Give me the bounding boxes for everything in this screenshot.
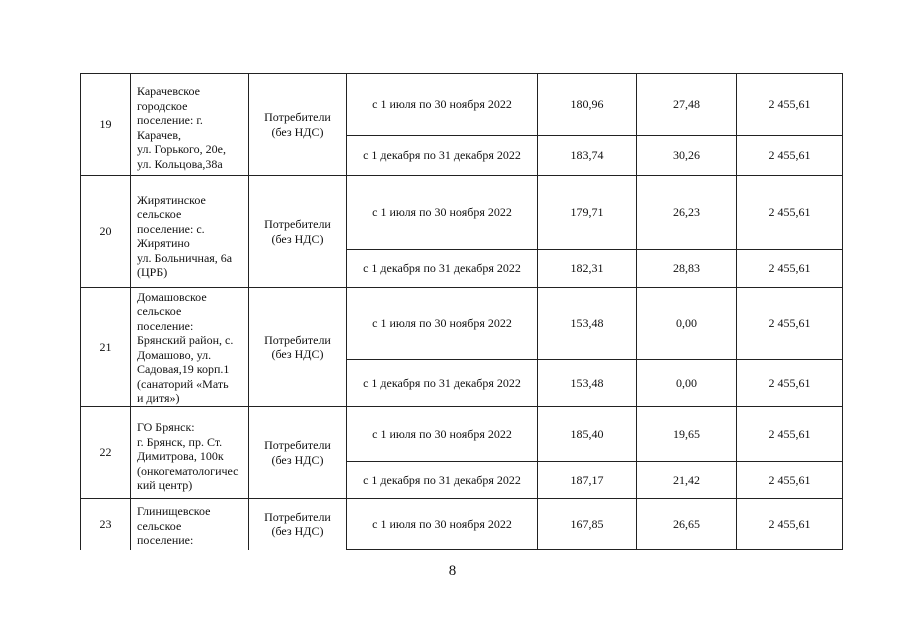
consumer-category: Потребители (без НДС) — [249, 74, 347, 176]
row-number: 21 — [81, 288, 131, 407]
value-1-cell: 167,85 — [538, 499, 637, 550]
value-3-cell: 2 455,61 — [737, 250, 843, 288]
value-2-cell: 0,00 — [637, 288, 737, 360]
table-row — [81, 176, 843, 250]
settlement-name: Глинищевское сельское поселение: — [131, 499, 249, 550]
value-2-cell: 26,65 — [637, 499, 737, 550]
period-cell: с 1 июля по 30 ноября 2022 — [347, 407, 538, 462]
value-3-cell: 2 455,61 — [737, 288, 843, 360]
consumer-category: Потребители (без НДС) — [249, 176, 347, 288]
value-2-cell: 27,48 — [637, 74, 737, 136]
value-3-cell: 2 455,61 — [737, 136, 843, 176]
value-2-cell: 28,83 — [637, 250, 737, 288]
consumer-category: Потребители (без НДС) — [249, 288, 347, 407]
table-row — [81, 288, 843, 360]
row-number: 22 — [81, 407, 131, 499]
row-number: 20 — [81, 176, 131, 288]
settlement-name: Домашовское сельское поселение: Брянский район, с. Домашово, ул. Садовая,19 корп.1 (санаторий «Мать и дитя») — [131, 288, 249, 407]
settlement-name: ГО Брянск: г. Брянск, пр. Ст. Димитрова, 100к (онкогематологичес кий центр) — [131, 407, 249, 499]
value-2-cell: 30,26 — [637, 136, 737, 176]
value-1-cell: 185,40 — [538, 407, 637, 462]
period-cell: с 1 декабря по 31 декабря 2022 — [347, 360, 538, 407]
table-row — [81, 407, 843, 462]
value-3-cell: 2 455,61 — [737, 74, 843, 136]
period-cell: с 1 декабря по 31 декабря 2022 — [347, 462, 538, 499]
value-2-cell: 0,00 — [637, 360, 737, 407]
value-2-cell: 19,65 — [637, 407, 737, 462]
period-cell: с 1 июля по 30 ноября 2022 — [347, 176, 538, 250]
value-1-cell: 180,96 — [538, 74, 637, 136]
settlement-name: Жирятинское сельское поселение: с. Жирятино ул. Больничная, 6а (ЦРБ) — [131, 176, 249, 288]
value-3-cell: 2 455,61 — [737, 462, 843, 499]
page-number: 8 — [448, 563, 457, 579]
value-2-cell: 26,23 — [637, 176, 737, 250]
value-3-cell: 2 455,61 — [737, 176, 843, 250]
row-number: 23 — [81, 499, 131, 550]
value-3-cell: 2 455,61 — [737, 499, 843, 550]
value-1-cell: 182,31 — [538, 250, 637, 288]
value-3-cell: 2 455,61 — [737, 360, 843, 407]
value-1-cell: 183,74 — [538, 136, 637, 176]
value-1-cell: 153,48 — [538, 360, 637, 407]
settlement-name: Карачевское городское поселение: г. Карачев, ул. Горького, 20е, ул. Кольцова,38а — [131, 74, 249, 176]
table-row — [81, 74, 843, 136]
tariff-table — [80, 73, 843, 550]
consumer-category: Потребители (без НДС) — [249, 407, 347, 499]
period-cell: с 1 июля по 30 ноября 2022 — [347, 74, 538, 136]
row-number: 19 — [81, 74, 131, 176]
value-1-cell: 153,48 — [538, 288, 637, 360]
value-3-cell: 2 455,61 — [737, 407, 843, 462]
period-cell: с 1 июля по 30 ноября 2022 — [347, 499, 538, 550]
consumer-category: Потребители (без НДС) — [249, 499, 347, 550]
table-row — [81, 499, 843, 550]
value-1-cell: 187,17 — [538, 462, 637, 499]
period-cell: с 1 декабря по 31 декабря 2022 — [347, 250, 538, 288]
period-cell: с 1 июля по 30 ноября 2022 — [347, 288, 538, 360]
value-2-cell: 21,42 — [637, 462, 737, 499]
period-cell: с 1 декабря по 31 декабря 2022 — [347, 136, 538, 176]
value-1-cell: 179,71 — [538, 176, 637, 250]
